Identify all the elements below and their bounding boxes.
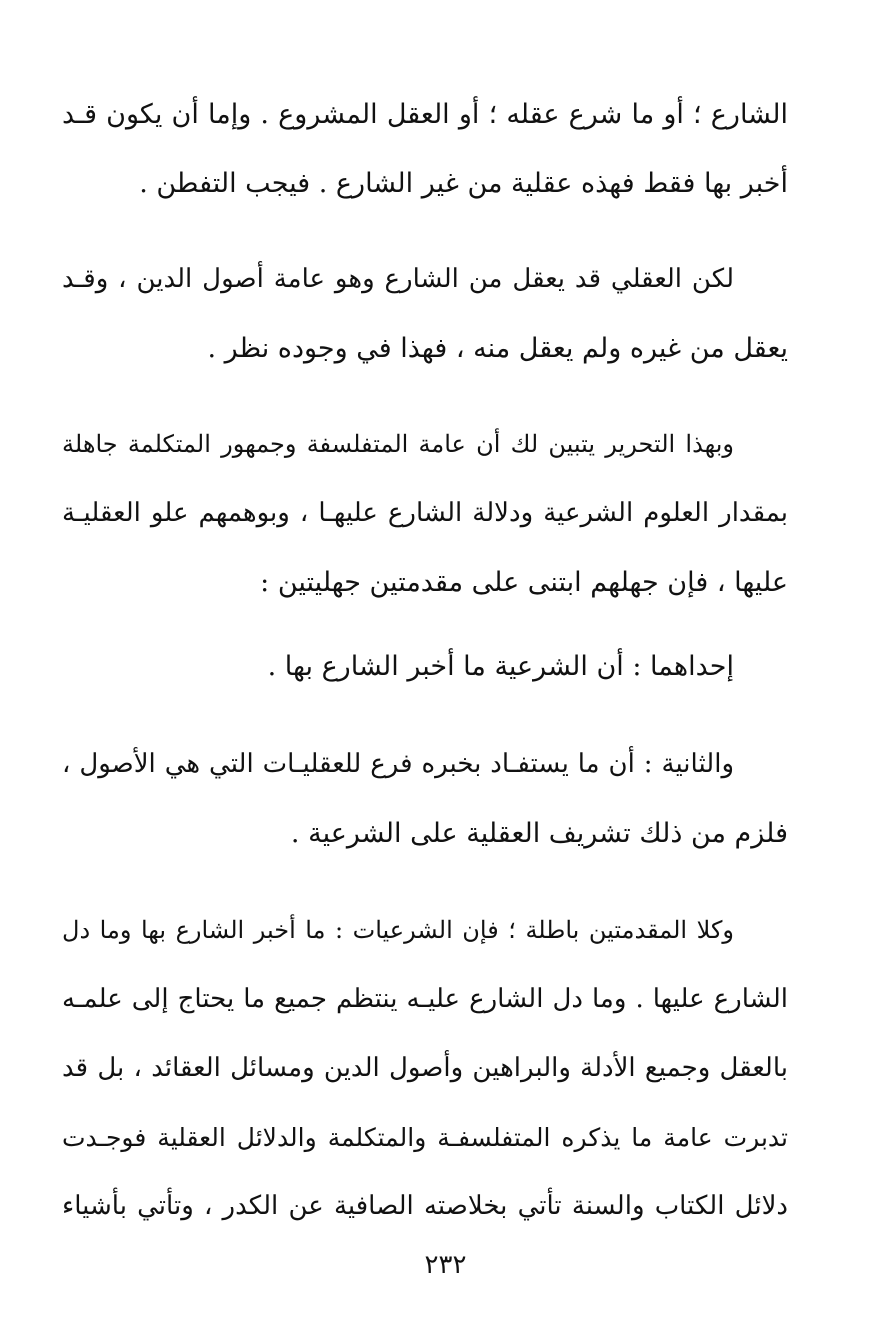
text-line: وكلا المقدمتين باطلة ؛ فإن الشرعيات : ما أخبر الشارع بها وما دل xyxy=(62,916,734,944)
text-line: الشارع ؛ أو ما شرع عقله ؛ أو العقل المشروع . وإما أن يكون قـد xyxy=(62,99,788,130)
text-line: بمقدار العلوم الشرعية ودلالة الشارع عليهـا ، وبوهمهم علو العقليـة xyxy=(62,498,788,528)
paragraph-6 xyxy=(62,896,788,1241)
text-line: وبهذا التحرير يتبين لك أن عامة المتفلسفة وجمهور المتكلمة جاهلة xyxy=(62,430,734,458)
paragraph-2 xyxy=(62,245,788,383)
text-line: الشارع عليها . وما دل الشارع عليـه ينتظم جميع ما يحتاج إلى علمـه xyxy=(62,984,788,1014)
text-line: عليها ، فإن جهلهم ابتنى على مقدمتين جهليتين : xyxy=(260,567,788,598)
text-line: لكن العقلي قد يعقل من الشارع وهو عامة أصول الدين ، وقـد xyxy=(62,264,734,294)
text-line: يعقل من غيره ولم يعقل منه ، فهذا في وجوده نظر . xyxy=(207,333,788,364)
text-line: دلائل الكتاب والسنة تأتي بخلاصته الصافية عن الكدر ، وتأتي بأشياء xyxy=(62,1191,788,1221)
paragraph-1 xyxy=(62,80,788,218)
text-line: تدبرت عامة ما يذكره المتفلسفـة والمتكلمة والدلائل العقلية فوجـدت xyxy=(62,1123,788,1152)
text-line: فلزم من ذلك تشريف العقلية على الشرعية . xyxy=(290,818,788,849)
paragraph-5 xyxy=(62,730,788,868)
text-line: بالعقل وجميع الأدلة والبراهين وأصول الدين ومسائل العقائد ، بل قد xyxy=(62,1053,788,1083)
page-number: ٢٣٢ xyxy=(424,1250,467,1280)
paragraph-3 xyxy=(62,410,788,617)
text-line: أخبر بها فقط فهذه عقلية من غير الشارع . فيجب التفطن . xyxy=(139,168,788,199)
text-line: والثانية : أن ما يستفـاد بخبره فرع للعقليـات التي هي الأصول ، xyxy=(62,749,734,779)
text-line: إحداهما : أن الشرعية ما أخبر الشارع بها . xyxy=(267,651,734,682)
paragraph-4 xyxy=(62,632,788,701)
